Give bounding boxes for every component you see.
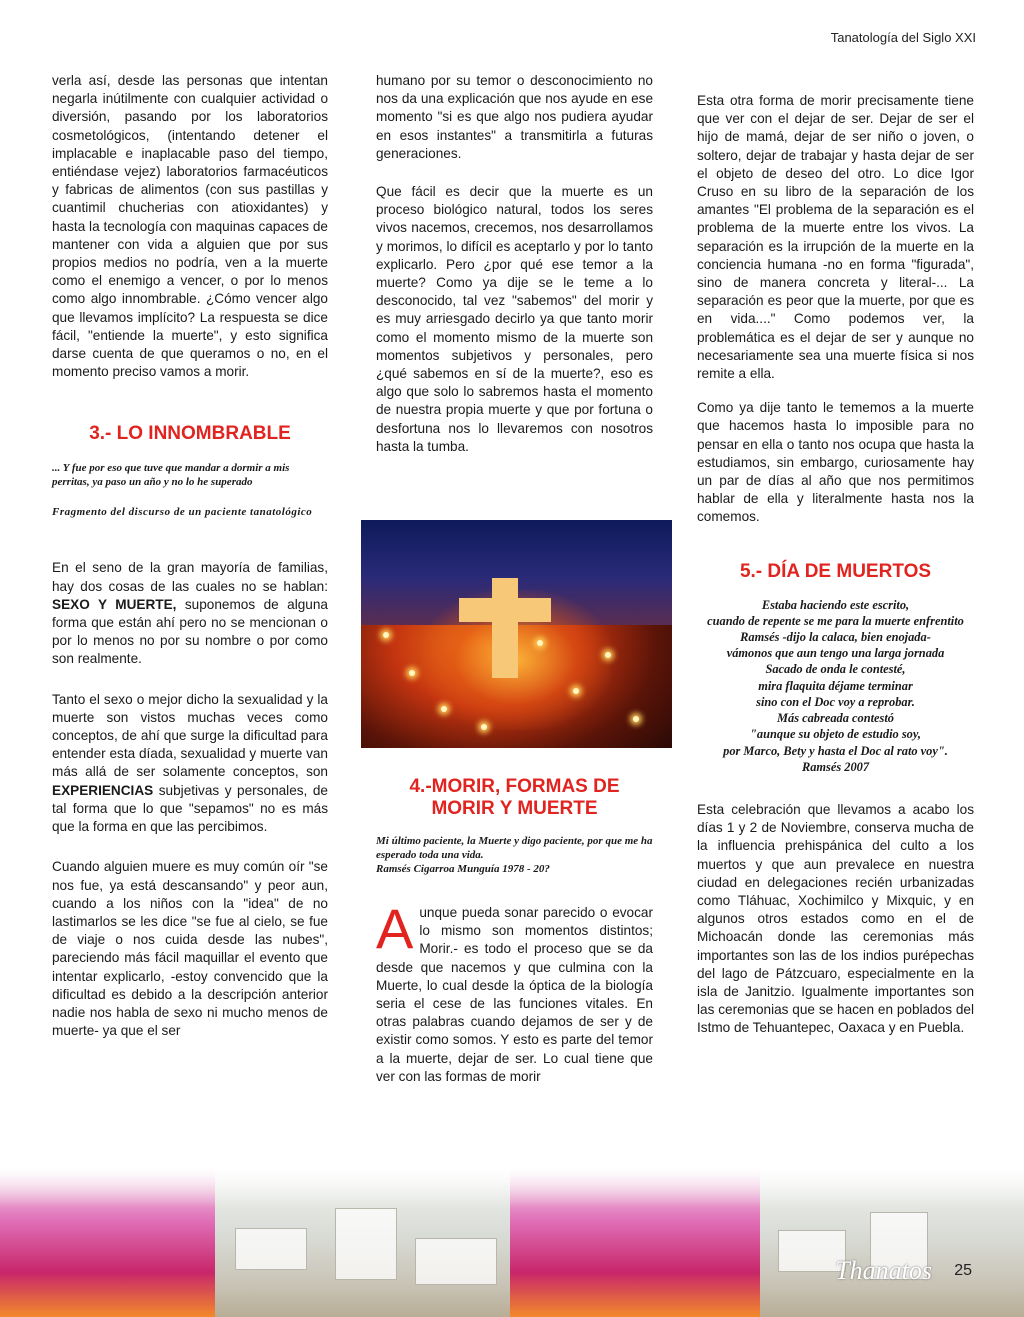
text-run: subjetivas y personales, de tal forma que lo que "sepamos" no es más que la forma en que las percibimos. xyxy=(52,782,328,835)
paragraph: Esta celebración que llevamos a acabo los días 1 y 2 de Noviembre, conserva mucha de la influencia prehispánica del culto a los muertos y que aun prevalece en nuestra ciudad en delegaciones recién urbanizadas como Tláhuac, Xochimilco y Mixquic, y en algunos otros estados como en el de Michoacán donde las ceremonias más importantes son las de los indios purépechas del lago de Pátzcuaro, especialmente en la isla de Janitzio. Igualmente importantes son las ceremonias que se hacen en poblados del Istmo de Tehuantepec, Oaxaca y en Puebla. xyxy=(697,801,974,1036)
candle-icon xyxy=(537,640,543,646)
poem-line: Ramsés 2007 xyxy=(801,759,870,774)
tomb-shape xyxy=(335,1208,397,1280)
section-title-dia-de-muertos: 5.- DÍA DE MUERTOS xyxy=(739,560,932,582)
poem-line: cuando de repente se me para la muerte enfrentito xyxy=(707,613,964,628)
paragraph: Esta otra forma de morir precisamente tiene que ver con el dejar de ser. Dejar de ser el hijo de mamá, dejar de ser niño o joven, o soltero, dejar de trabajar y hasta dejar de ser el objeto de deseo del otro. Lo dice Igor Cruso en su libro de la separación de los amantes "El problema de la separación es el problema de la muerte entre los vivos. La separación es la irrupción de la muerte en la conciencia humana -no en forma "figurada", sino de manera concreta y literal-... La separación es peor que la muerte, por que es en vida...." Como podemos ver, la problemática es el dejar de ser y aunque no necesariamente sea una muerte física si nos remite a ella. xyxy=(697,93,974,382)
poem-line: por Marco, Bety y hasta el Doc al rato voy". xyxy=(723,743,948,758)
section-title-lo-innombrable: 3.- LO INNOMBRABLE xyxy=(89,423,291,445)
candle-icon xyxy=(481,724,487,730)
candle-icon xyxy=(633,716,639,722)
poem-line: mira flaquita déjame terminar xyxy=(758,678,913,693)
poem xyxy=(697,597,974,775)
section-4 xyxy=(376,776,653,1100)
emphasis-text: SEXO Y MUERTE, xyxy=(52,596,177,612)
cross-icon xyxy=(492,578,518,678)
poem-line: Sacado de onda le contesté, xyxy=(765,662,906,677)
tomb-shape xyxy=(415,1238,497,1285)
poem-line: sino con el Doc voy a reprobar. xyxy=(756,694,915,709)
epigraph-source: Ramsés Cigarroa Munguía 1978 - 20? xyxy=(376,863,550,875)
text-run: unque pueda sonar parecido o evocar lo mismo son momentos distintos; Morir.- es todo el proceso que se da desde que nacemos y que culmina con la Muerte, lo cual desde la óptica de la biología seria el cese de las funciones vitales. En otras palabras cuando dejamos de ser y de existir como somos. Y esto es parte del temor a la muerte, dejar de ser. Lo cual tiene que ver con las formas de morir xyxy=(376,905,653,1084)
paragraph: verla así, desde las personas que intentan negarla inútilmente con cualquier actividad o diversión, pasando por los laboratorios cosmetológicos, (intentando detener el implacable e inaplacable paso del tiempo, entiéndase vejez) laboratorios farmacéuticos y fabricas de alimentos (con sus pastillas y cuantimil chucherias con atioxidantes) y hasta la tecnología con maquinas capaces de mantener con vida a alguien que por sus propios medios no podría, ven a la muerte como el enemigo a vencer, o por lo menos como algo innombrable. ¿Cómo vencer algo que llevamos implícito? La respuesta se dice fácil, "entiende la muerte", y esto significa darse cuenta de que queramos o no, en el momento preciso vamos a morir. xyxy=(52,73,328,380)
tomb-shape xyxy=(235,1228,307,1270)
poem-line: vámonos que aun tengo una larga jornada xyxy=(726,646,945,661)
poem-line: "aunque su objeto de estudio soy, xyxy=(750,727,921,742)
section-title-morir: 4.-MORIR, FORMAS DE MORIR Y MUERTE xyxy=(409,776,620,819)
text-run: En el seno de la gran mayoría de familias, hay dos cosas de las cuales no se hablan: xyxy=(52,560,328,594)
paragraph xyxy=(52,559,328,668)
text-run: suponemos de alguna forma que están ahí pero no se mencionan o por lo menos no por su nombre o por como son realmente. xyxy=(52,596,328,667)
candle-icon xyxy=(573,688,579,694)
emphasis-text: EXPERIENCIAS xyxy=(52,782,154,798)
paragraph xyxy=(376,897,653,1086)
page-number: 25 xyxy=(954,1262,972,1279)
paragraph xyxy=(52,691,328,837)
running-header: Tanatología del Siglo XXI xyxy=(830,30,976,45)
epigraph-source: Fragmento del discurso de un paciente tanatológico xyxy=(52,506,313,519)
drop-cap: A xyxy=(376,897,414,960)
cemetery-candles-photo xyxy=(361,520,672,748)
paragraph: humano por su temor o desconocimiento no nos da una explicación que nos ayude en ese momento "si es que algo nos pudiera ayudar en esos instantes" a transmitirla a futuras generaciones. xyxy=(376,73,653,161)
magazine-brand: Thanatos xyxy=(835,1256,932,1285)
candle-icon xyxy=(605,652,611,658)
column-2 xyxy=(376,72,653,470)
candle-icon xyxy=(409,670,415,676)
paragraph: Que fácil es decir que la muerte es un proceso biológico natural, todos los seres vivos nacemos, crecemos, nos desarrollamos y morimos, lo difícil es aceptarlo y por lo tanto explicarlo. Pero ¿por qué ese temor a la muerte? Como ya dije se le teme a lo desconocido, tal vez "sabemos" del morir y es muy arriesgado decirlo ya que tanto morir como el momento mismo de la muerte son momentos subjetivos y personales, pero ¿qué sabemos en sí de la muerte?, eso es algo que solo lo sabremos hasta el momento de nuestra propia muerte y que por fortuna o desfortuna nos lo llevaremos con nosotros hasta la tumba. xyxy=(376,184,653,454)
paragraph: Como ya dije tanto le tememos a la muerte que hacemos hasta lo imposible para no pensar en ella o tanto nos ocupa que hasta la estudiamos, sin embargo, curiosamente hay un par de días al año que nos permitimos hablar de ella y literalmente hasta nos la comemos. xyxy=(697,400,974,525)
footer-photo-band xyxy=(0,1168,1024,1317)
epigraph-quote: Mi último paciente, la Muerte y digo paciente, por que me ha esperado toda una vida. xyxy=(376,835,653,861)
column-3 xyxy=(697,92,974,1052)
poem-line: Estaba haciendo este escrito, xyxy=(761,597,910,612)
footer-fade xyxy=(0,1168,1024,1208)
paragraph: Cuando alguien muere es muy común oír "se nos fue, ya está descansando" y peor aun, cuando a los niños con la "idea" de no lastimarlos se les dice "se fue al cielo, se fue de viaje o nos cuida desde las nubes", pareciendo más fácil maquillar el evento que intentar explicarlo, -estoy convencido que la dificultad es debido a la descripción anterior nadie nos habla de sexo ni mucho menos de muerte- ya que el ser xyxy=(52,859,328,1039)
epigraph-quote: ... Y fue por eso que tuve que mandar a dormir a mis perritas, ya paso un año y no lo he superado xyxy=(52,462,290,489)
column-1 xyxy=(52,72,328,1054)
text-run: Tanto el sexo o mejor dicho la sexualidad y la muerte son vistos muchas veces como conceptos, de ahí que surge la dificultad para entender esta díada, sexualidad y muerte van más allá de ser solamente conceptos, son xyxy=(52,691,328,780)
candle-icon xyxy=(441,706,447,712)
poem-line: Ramsés -dijo la calaca, bien enojada- xyxy=(740,630,931,645)
candle-icon xyxy=(383,632,389,638)
poem-line: Más cabreada contestó xyxy=(776,711,894,726)
cross-icon xyxy=(459,598,551,622)
